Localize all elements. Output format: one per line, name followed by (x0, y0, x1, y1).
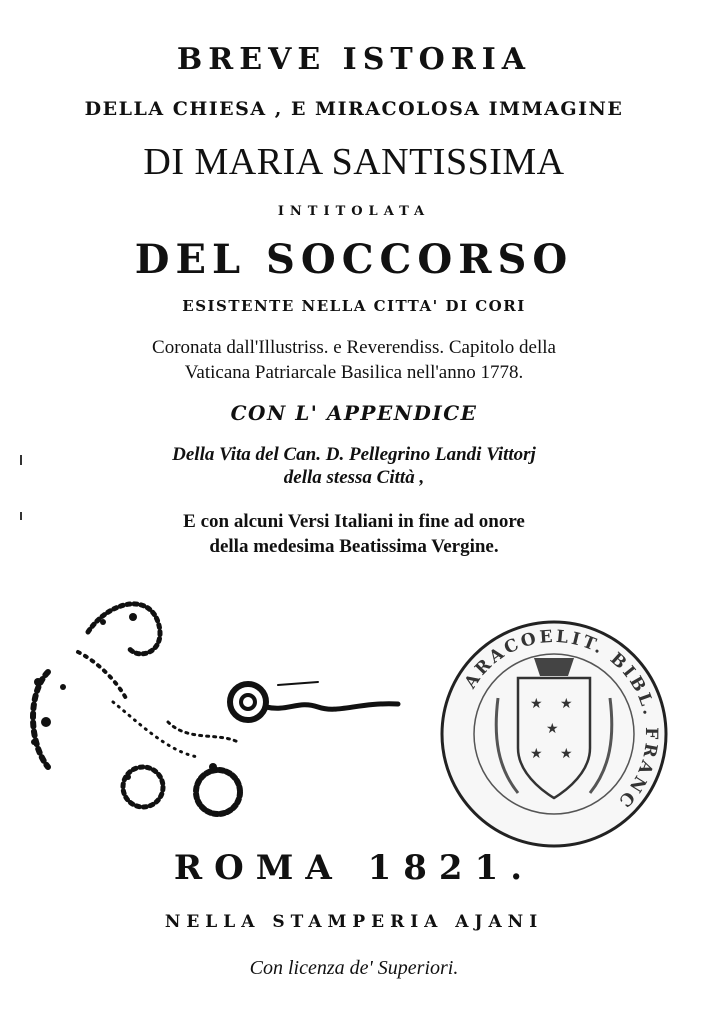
margin-mark (20, 512, 22, 520)
svg-text:★: ★ (530, 696, 543, 712)
title-line-esistente: ESISTENTE NELLA CITTA' DI CORI (182, 297, 526, 315)
title-line-della-stessa-citta: della stessa Città , (283, 467, 425, 488)
svg-text:★: ★ (546, 721, 559, 737)
title-line-coronata: Coronata dall'Illustriss. e Reverendiss. Capitolo della (152, 337, 556, 358)
title-line-del-soccorso: DEL SOCCORSO (134, 236, 574, 283)
title-line-vaticana: Vaticana Patriarcale Basilica nell'anno 1778. (184, 362, 524, 383)
library-seal-icon (438, 618, 670, 850)
imprint-place-year: ROMA 1821. (173, 848, 535, 888)
imprint-license: Con licenza de' Superiori. (249, 957, 459, 979)
title-line-intitolata: INTITOLATA (277, 204, 431, 219)
title-line-versi-italiani: E con alcuni Versi Italiani in fine ad onore (183, 511, 525, 532)
title-line-breve-istoria: BREVE ISTORIA (176, 42, 532, 77)
title-line-della-chiesa: DELLA CHIESA , E MIRACOLOSA IMMAGINE (84, 98, 624, 120)
title-line-della-vita: Della Vita del Can. D. Pellegrino Landi Vittorj (172, 444, 536, 465)
title-line-appendice: CON L' APPENDICE (230, 401, 478, 425)
margin-mark (20, 455, 22, 465)
imprint-printer: NELLA STAMPERIA AJANI (164, 912, 544, 932)
svg-text:★: ★ (560, 746, 573, 762)
svg-text:★: ★ (560, 696, 573, 712)
title-line-beatissima-vergine: della medesima Beatissima Vergine. (209, 536, 499, 557)
faded-ink-stamp-icon (18, 592, 408, 832)
title-line-maria-santissima: DI MARIA SANTISSIMA (143, 141, 565, 183)
seal-inscription: ARACOELIT. BIBL. FRANC (460, 626, 662, 813)
svg-text:★: ★ (530, 746, 543, 762)
